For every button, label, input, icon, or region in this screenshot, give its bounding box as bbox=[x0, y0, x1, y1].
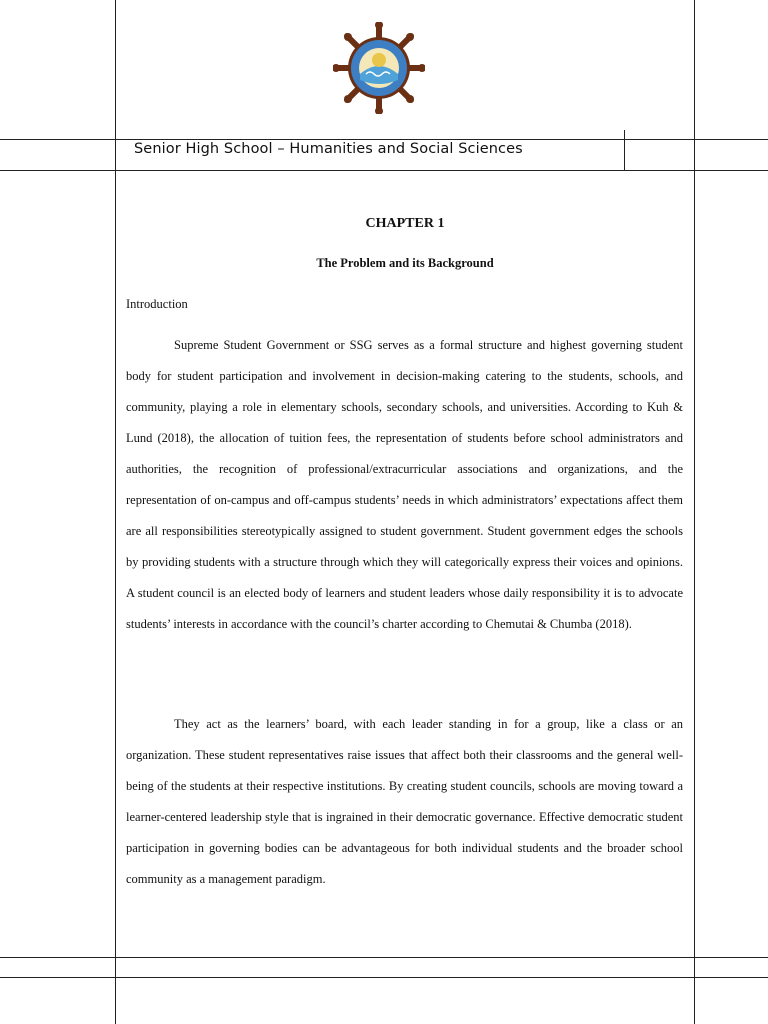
right-margin-rule bbox=[694, 0, 695, 1024]
header-divider-rule bbox=[624, 130, 625, 171]
school-seal-ship-wheel-icon bbox=[333, 22, 425, 114]
chapter-heading: CHAPTER 1 bbox=[365, 216, 445, 231]
chapter-title: The Problem and its Background bbox=[316, 256, 494, 270]
left-margin-rule bbox=[115, 0, 116, 1024]
body-paragraph: They act as the learners’ board, with each leader standing in for a group, like a class or an organization. These student representatives raise issues that affect both their classrooms and the general well-being of the students at their respective institutions. By creating student councils, schools are moving toward a learner-centered leadership style that is ingrained in their democratic governance. Effective democratic student participation in governing bodies can be advantageous for both individual students and the broader school community as a management paradigm. bbox=[126, 717, 683, 886]
footer-bottom-rule bbox=[0, 977, 768, 978]
school-header-title: Senior High School – Humanities and Social Sciences bbox=[134, 141, 523, 157]
footer-top-rule bbox=[0, 957, 768, 958]
section-heading: Introduction bbox=[126, 297, 188, 311]
body-paragraph: Supreme Student Government or SSG serves as a formal structure and highest governing student body for student participation and involvement in decision-making catering to the students, schools, and community, playing a role in elementary schools, secondary schools, and universities. According to Kuh & Lund (2018), the allocation of tuition fees, the representation of students before school administrators and authorities, the recognition of professional/extracurricular associations and organizations, and the representation of on-campus and off-campus students’ needs in which administrators’ expectations affect them are all responsibilities stereotypically assigned to student government. Student government edges the schools by providing students with a structure through which they will categorically express their voices and opinions. A student council is an elected body of learners and student leaders whose daily responsibility it is to advocate students’ interests in accordance with the council’s charter according to Chemutai & Chumba (2018). bbox=[126, 338, 683, 631]
header-bottom-rule bbox=[0, 170, 768, 171]
header-top-rule bbox=[0, 139, 768, 140]
